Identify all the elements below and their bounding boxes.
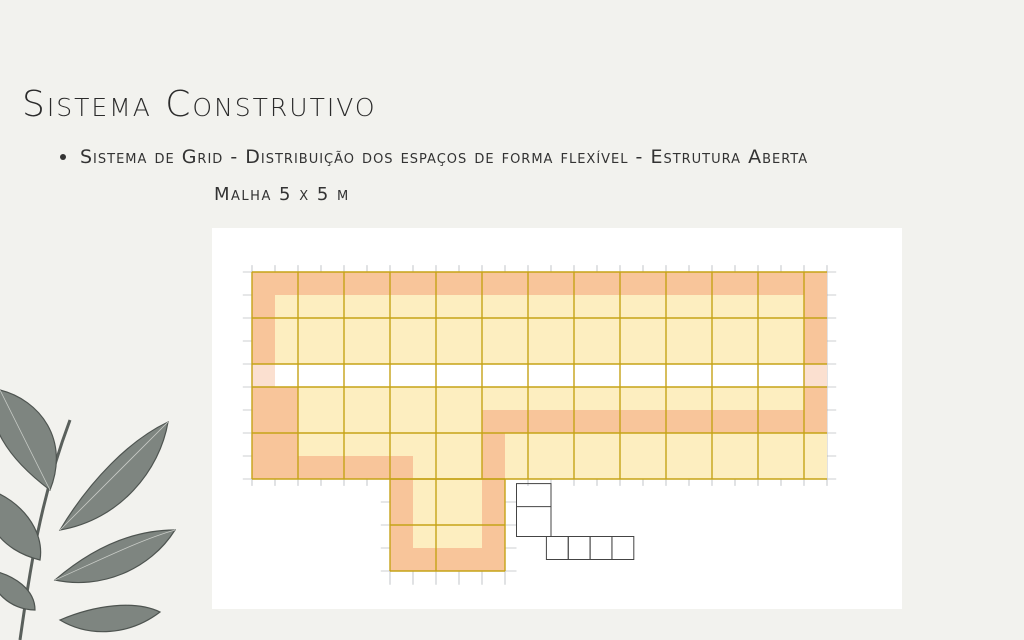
outlined-cell	[590, 537, 612, 560]
plant-leaves-icon	[0, 380, 200, 640]
bullet-item	[60, 146, 808, 168]
corridor-strip	[275, 364, 804, 387]
perimeter-band-top	[252, 272, 827, 295]
perimeter-band-wing-right	[482, 410, 505, 571]
grid-size-label: Malha 5 x 5 m	[214, 184, 350, 205]
perimeter-band-middle	[482, 410, 827, 433]
slide-title: Sistema Construtivo	[22, 84, 377, 125]
outlined-cell	[612, 537, 634, 560]
outlined-cell	[546, 537, 568, 560]
bullet-dot-icon	[60, 154, 66, 160]
perimeter-band-right	[804, 272, 827, 433]
floor-plan-grid	[212, 228, 902, 609]
outlined-cell	[568, 537, 590, 560]
outlined-cell-group	[517, 484, 552, 537]
floor-plan-panel	[212, 228, 902, 609]
corridor-end-left	[252, 364, 275, 387]
corridor-end-right	[804, 364, 827, 387]
bullet-text: Sistema de Grid - Distribuição dos espaços de forma flexível - Estrutura Aberta	[80, 146, 809, 168]
